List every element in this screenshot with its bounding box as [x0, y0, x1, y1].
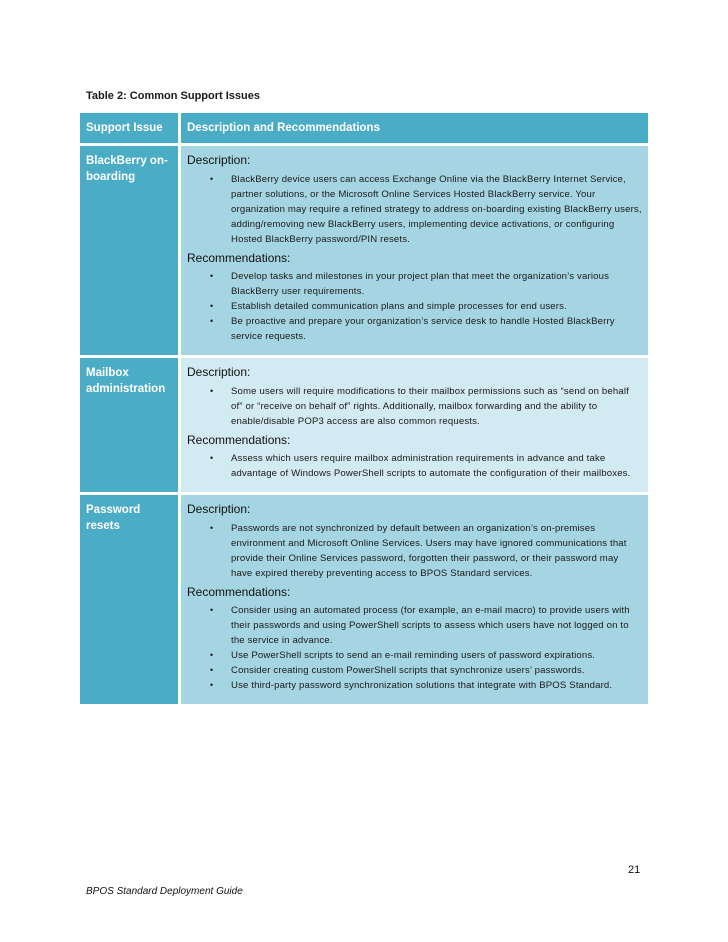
list-item-text: Consider creating custom PowerShell scripts that synchronize users’ passwords.: [231, 665, 585, 676]
description-list: [187, 172, 642, 247]
recommendations-label: Recommendations:: [187, 584, 291, 599]
table-header-row: [80, 113, 648, 143]
list-item-text: Passwords are not synchronized by default between an organization’s on-premises environment and Microsoft Online Services. Users may have ignored communications that provide their Online Services password, forgotten their password, or their password may have expired thereby preventing access to BPOS Standard services.: [231, 522, 627, 579]
description-list: [187, 521, 642, 581]
list-item-text: Use PowerShell scripts to send an e-mail reminding users of password expirations.: [231, 650, 596, 661]
support-issue-cell: BlackBerry on-boarding: [80, 143, 181, 355]
list-item: [210, 521, 642, 581]
list-item-text: Use third-party password synchronization solutions that integrate with BPOS Standard.: [231, 680, 613, 691]
list-item: [210, 603, 642, 648]
recommendations-list: [187, 603, 642, 693]
list-item: [210, 451, 642, 481]
list-item: [210, 678, 642, 693]
bullet-icon: •: [210, 680, 214, 690]
recommendations-label: Recommendations:: [187, 250, 291, 265]
list-item-text: Be proactive and prepare your organization’s service desk to handle Hosted BlackBerry service requests.: [231, 316, 615, 342]
column-header-issue: Support Issue: [80, 113, 181, 143]
list-item: [210, 269, 642, 299]
list-item: [210, 384, 642, 429]
list-item-text: Develop tasks and milestones in your project plan that meet the organization’s various BlackBerry user requirements.: [231, 271, 610, 297]
list-item-text: Establish detailed communication plans and simple processes for end users.: [231, 301, 567, 312]
bullet-icon: •: [210, 173, 214, 184]
bullet-icon: •: [210, 301, 214, 311]
bullet-icon: •: [210, 665, 214, 675]
support-issues-table: [80, 113, 648, 704]
recommendations-label: Recommendations:: [187, 432, 291, 447]
table-row: [80, 143, 648, 355]
description-label: Description:: [187, 502, 251, 516]
bullet-icon: •: [210, 271, 214, 281]
description-label: Description:: [187, 365, 251, 379]
table-row: [80, 355, 648, 492]
description-list: [187, 384, 642, 429]
recommendations-list: [187, 269, 642, 344]
support-issue-cell: Password resets: [80, 492, 181, 704]
list-item: [210, 172, 642, 247]
bullet-icon: •: [210, 453, 214, 463]
table-row: [80, 492, 648, 704]
list-item-text: Consider using an automated process (for example, an e-mail macro) to provide users with their passwords and using PowerShell scripts to assess which users have not logged on to the service in advance.: [231, 605, 630, 646]
description-cell: [181, 355, 648, 492]
table-caption: Table 2: Common Support Issues: [86, 90, 260, 102]
bullet-icon: •: [210, 605, 214, 615]
support-issue-cell: Mailbox administration: [80, 355, 181, 492]
page-number: 21: [628, 864, 641, 876]
footer-title: BPOS Standard Deployment Guide: [86, 886, 243, 897]
bullet-icon: •: [210, 316, 214, 326]
description-label: Description:: [187, 153, 251, 167]
description-cell: [181, 492, 648, 704]
list-item: [210, 648, 642, 663]
column-header-description: Description and Recommendations: [181, 113, 648, 143]
bullet-icon: •: [210, 522, 214, 533]
recommendations-list: [187, 451, 642, 481]
list-item: [210, 663, 642, 678]
bullet-icon: •: [210, 650, 214, 660]
list-item-text: Assess which users require mailbox administration requirements in advance and take advantage of Windows PowerShell scripts to automate the configuration of their mailboxes.: [231, 453, 631, 479]
list-item-text: Some users will require modifications to their mailbox permissions such as “send on behalf of” or “receive on behalf of” rights. Additionally, mailbox forwarding and the ability to enable/disable POP3 access are also common requests.: [231, 385, 629, 427]
list-item: [210, 314, 642, 344]
bullet-icon: •: [210, 385, 214, 396]
list-item: [210, 299, 642, 314]
list-item-text: BlackBerry device users can access Exchange Online via the BlackBerry Internet Service, partner solutions, or the Microsoft Online Services Hosted BlackBerry service. Your organization may require a refined strategy to address on-boarding existing BlackBerry users, adding/removing new BlackBerry users, implementing device activations, or configuring Hosted BlackBerry password/PIN resets.: [231, 173, 642, 245]
description-cell: [181, 143, 648, 355]
